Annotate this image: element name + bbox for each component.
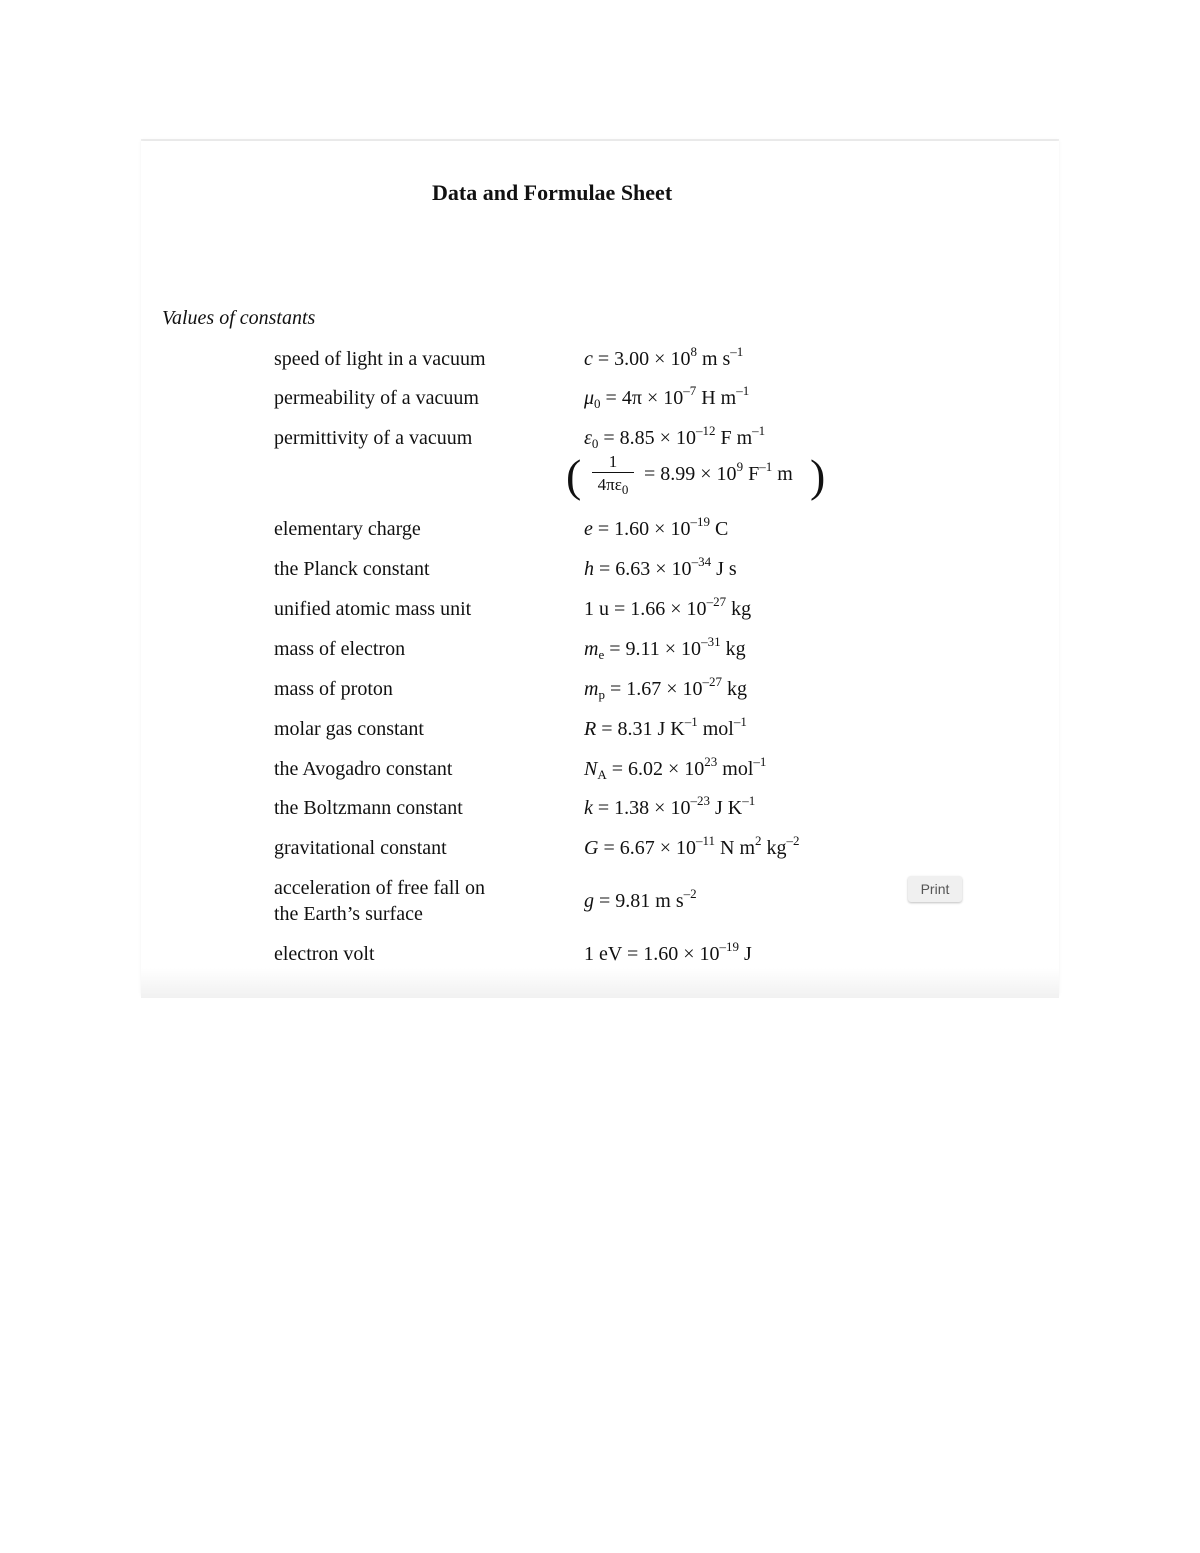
right-parenthesis: ) xyxy=(810,450,826,501)
constant-value-free-fall: g = 9.81 m $s^{-2}$ xyxy=(584,886,697,912)
constant-value-permittivity: $\varepsilon_0 = 8.85 \times 10^{-12}$ F $m^{-1}$ xyxy=(584,423,766,451)
constant-value-molar-gas: R = 8.31 J $K^{-1}$ mol$^{-1}$ xyxy=(584,714,747,740)
constant-label-line: the Earth’s surface xyxy=(274,903,423,925)
constant-label-atomic-mass-unit: unified atomic mass unit xyxy=(274,598,472,620)
constant-label-line: acceleration of free fall on xyxy=(274,877,485,899)
constant-value-permeability: $\mu_0 = 4\pi \times 10^{-7}$ H $m^{-1}$ xyxy=(584,383,750,411)
constant-label-permittivity: permittivity of a vacuum xyxy=(274,427,473,449)
sheet-bottom-edge xyxy=(141,968,1059,998)
constant-value-boltzmann: $k = 1.38 \times 10^{-23}$ J $K^{-1}$ xyxy=(584,793,756,819)
constant-label-elementary-charge: elementary charge xyxy=(274,518,421,540)
constant-value-gravitational: $G = 6.67 \times 10^{-11}$ N $m^2$ $kg^{-2}$ xyxy=(584,833,800,859)
fraction-denominator: $4\pi\varepsilon_0$ xyxy=(597,475,629,497)
fraction-numerator: 1 xyxy=(608,452,618,471)
constant-label-avogadro: the Avogadro constant xyxy=(274,758,453,780)
fraction xyxy=(592,452,634,495)
constant-label-electron-volt: electron volt xyxy=(274,943,375,965)
print-button[interactable]: Print xyxy=(908,876,962,902)
constant-label-molar-gas: molar gas constant xyxy=(274,718,424,740)
constant-value-proton-mass: $m_p = 1.67 \times 10^{-27}$ kg xyxy=(584,674,748,702)
constant-value-planck: $h = 6.63 \times 10^{-34}$ J s xyxy=(584,554,737,580)
constant-value-electron-volt: 1 eV = $1.60 \times 10^{-19}$ J xyxy=(584,939,752,965)
constant-label-electron-mass: mass of electron xyxy=(274,638,406,660)
constant-value-elementary-charge: $e = 1.60 \times 10^{-19}$ C xyxy=(584,514,729,540)
constant-label-proton-mass: mass of proton xyxy=(274,678,393,700)
constant-label-planck: the Planck constant xyxy=(274,558,430,580)
section-heading: Values of constants xyxy=(162,307,316,329)
constant-label-gravitational: gravitational constant xyxy=(274,837,447,859)
constant-value-electron-mass: $m_e = 9.11 \times 10^{-31}$ kg xyxy=(584,634,746,662)
coulomb-factor-value: = $8.99 \times 10^9$ $F^{-1}$ m xyxy=(644,459,793,485)
constant-label-free-fall xyxy=(274,875,485,927)
constant-label-boltzmann: the Boltzmann constant xyxy=(274,797,463,819)
constant-value-atomic-mass-unit: 1 $u = 1.66 \times 10^{-27}$ kg xyxy=(584,594,752,620)
left-parenthesis: ( xyxy=(566,450,582,501)
constant-label-speed-of-light: speed of light in a vacuum xyxy=(274,348,486,370)
page-title: Data and Formulae Sheet xyxy=(432,180,673,205)
constant-label-permeability: permeability of a vacuum xyxy=(274,387,479,409)
constant-value-avogadro: $N_A = 6.02 \times 10^{23}$ mol$^{-1}$ xyxy=(584,754,767,782)
constant-value-speed-of-light: $c = 3.00 \times 10^8$ m $s^{-1}$ xyxy=(584,344,744,370)
